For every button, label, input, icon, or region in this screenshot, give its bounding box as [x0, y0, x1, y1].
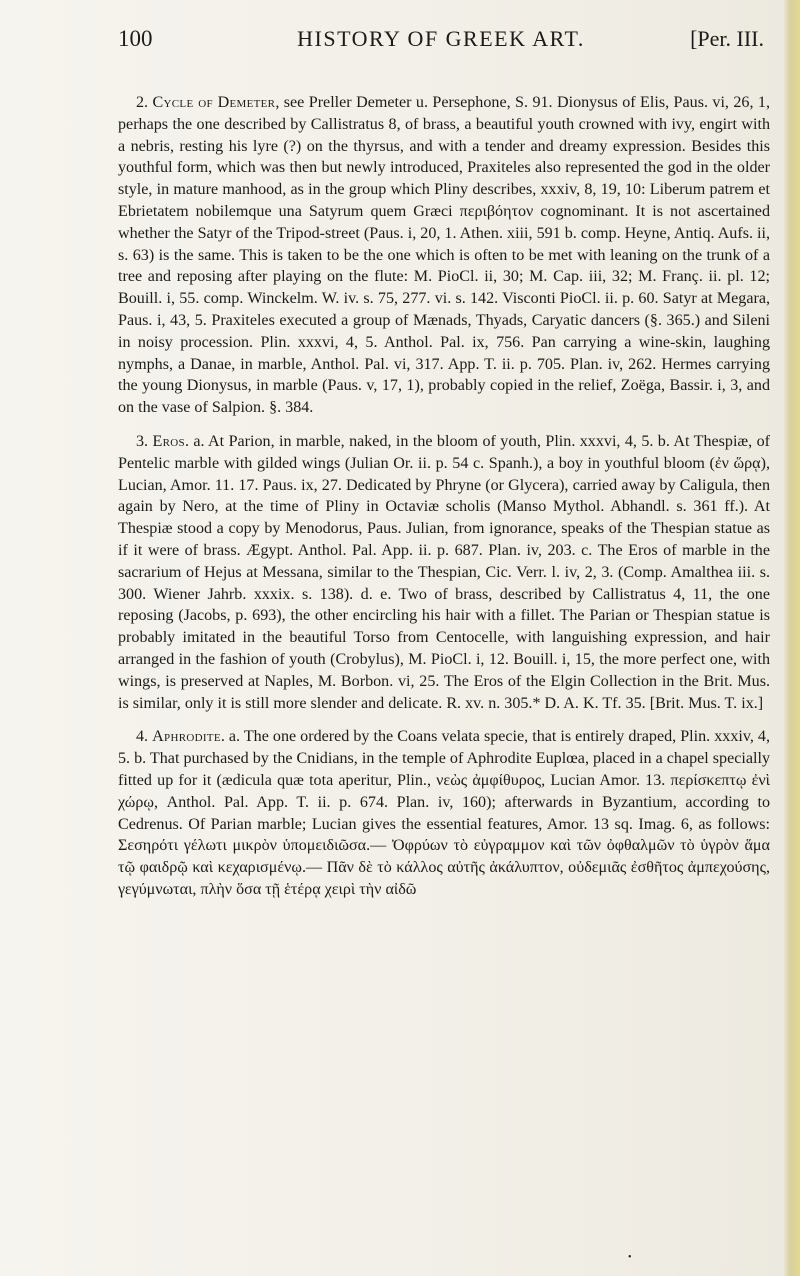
paragraph-number: 3. — [136, 432, 149, 450]
running-head — [118, 26, 764, 60]
paragraph-heading: Eros — [152, 432, 185, 450]
page-edge — [784, 0, 800, 1276]
bottom-mark: • — [628, 1252, 632, 1263]
body-text — [118, 92, 770, 913]
paragraph-number: 4. — [136, 728, 149, 746]
paragraph-number: 2. — [136, 94, 149, 111]
paragraph-heading: Cycle of Demeter — [152, 94, 276, 111]
paragraph-text: . a. The one ordered by the Coans velata specie, that is entirely draped, Plin. xxxiv, 4, 5. b. That purchased by the Cnidians, in the temple of Aphrodite Euplœa, placed in a chapel specially fitted up for it (ædicula quæ tota aperitur, Plin., νεὼς ἀμφίθυρος, Lucian Amor. 13. περίσκεπτῳ ἐνὶ χώρῳ, Anthol. Pal. App. T. ii. p. 674. Plan. iv, 160); afterwards in Byzantium, according to Cedrenus. Of Parian marble; Lucian gives the essential features, Amor. 13 sq. Imag. 6, as follows: Σεσηρότι γέλωτι μικρὸν ὑπομειδιῶσα.— Ὀφρύων τὸ εὐγραμμον καὶ τῶν ὀφθαλμῶν τὸ ὑγρὸν ἅμα τῷ φαιδρῷ καὶ κεχαρισμένῳ.— Πᾶν δὲ τὸ κάλλος αὐτῆς ἀκάλυπτον, οὐδεμιᾶς ἐσθῆτος ἀμπεχούσης, γεγύμνωται, πλὴν ὅσα τῇ ἑτέρᾳ χειρὶ τὴν αἰδῶ — [118, 728, 770, 898]
paragraph-eros — [118, 431, 770, 714]
paragraph-text: . a. At Parion, in marble, naked, in the bloom of youth, Plin. xxxvi, 4, 5. b. At Thespiæ, of Pentelic marble with gilded wings (Julian Or. ii. p. 54 c. Spanh.), a boy in youthful bloom (ἐν ὥρᾳ), Lucian, Amor. 11. 17. Paus. ix, 27. Dedicated by Phryne (or Glycera), carried away by Caligula, then again by Nero, at the time of Pliny in Octaviæ scholis (Manso Mythol. Abhandl. s. 361 ff.). At Thespiæ stood a copy by Menodorus, Paus. Julian, from ignorance, speaks of the Thespian statue as if it were of brass. Ægypt. Anthol. Pal. App. ii. p. 687. Plan. iv, 203. c. The Eros of marble in the sacrarium of Hejus at Messana, similar to the Thespian, Cic. Verr. l. iv, 2, 3. (Comp. Amalthea iii. s. 300. Wiener Jahrb. xxxix. s. 138). d. e. Two of brass, described by Callistratus 4, 11, the one reposing (Jacobs, p. 693), the other encircling his hair with a fillet. The Parian or Thespian statue is probably imitated in the beautiful Torso from Centocelle, with languishing expression, and hair arranged in the fashion of youth (Crobylus), M. PioCl. i, 12. Bouill. i, 15, the more perfect one, with wings, is preserved at Naples, M. Borbon. vi, 25. The Eros of the Elgin Collection in the Brit. Mus. is similar, only it is still more slender and delicate. R. xv. n. 305.* D. A. K. Tf. 35. [Brit. Mus. T. ix.] — [118, 432, 770, 712]
paragraph-demeter — [118, 92, 770, 419]
page-title: HISTORY OF GREEK ART. — [297, 26, 585, 51]
paragraph-heading: Aphrodite — [152, 728, 221, 746]
paragraph-text: , see Preller Demeter u. Persephone, S. 91. Dionysus of Elis, Paus. vi, 26, 1, perhaps the one described by Callistratus 8, of brass, a beautiful youth crowned with ivy, engirt with a nebris, resting his lyre (?) on the thyrsus, and with a tender and dreamy expression. Besides this youthful form, which was then but newly introduced, Praxiteles also represented the god in the older style, in mature manhood, as in the group which Pliny describes, xxxiv, 8, 19, 10: Liberum patrem et Ebrietatem nobilemque una Satyrum quem Græci περιβόητον cognominant. It is not ascertained whether the Satyr of the Tripod-street (Paus. i, 20, 1. Athen. xiii, 591 b. comp. Heyne, Antiq. Aufs. ii, s. 63) is the same. This is taken to be the one which is often to be met with leaning on the trunk of a tree and reposing after playing on the flute: M. PioCl. ii, 30; M. Cap. iii, 32; M. Franç. ii. pl. 12; Bouill. i, 55. comp. Winckelm. W. iv. s. 75, 277. vi. s. 142. Visconti PioCl. ii. p. 60. Satyr at Megara, Paus. i, 43, 5. Praxiteles executed a group of Mænads, Thyads, Caryatic dancers (§. 365.) and Sileni in noisy procession. Plin. xxxvi, 4, 5. Anthol. Pal. ix, 756. Pan carrying a wine-skin, laughing nymphs, a Danae, in marble, Anthol. Pal. vi, 317. App. T. ii. p. 705. Plan. iv, 262. Hermes carrying the young Dionysus, in marble (Paus. v, 17, 1), probably copied in the relief, Zoëga, Bassir. i, 3, and on the vase of Salpion. §. 384. — [118, 94, 770, 417]
paragraph-aphrodite — [118, 726, 770, 900]
section-marker: [Per. III. — [690, 26, 764, 51]
page-number: 100 — [118, 26, 153, 51]
